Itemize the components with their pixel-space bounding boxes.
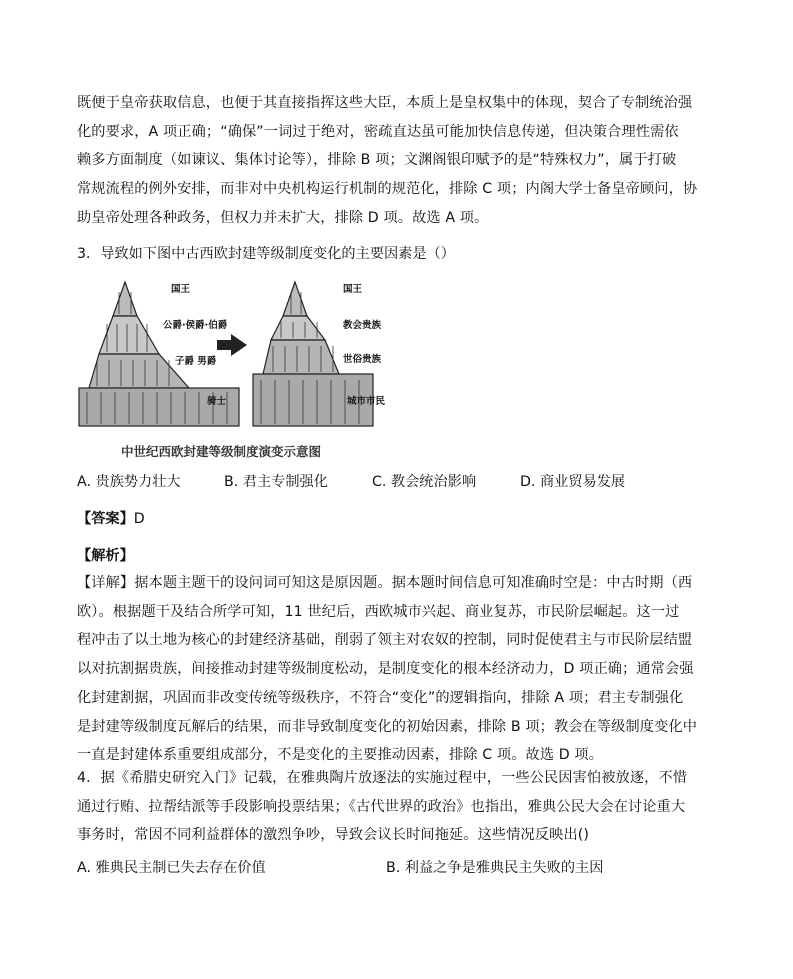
left-label-king: 国王: [171, 284, 191, 295]
right-label-king: 国王: [343, 284, 363, 295]
pyramid-illustration: [77, 276, 397, 436]
text-line: 是封建等级制度瓦解后的结果，而非导致制度变化的初始因素，排除 B 项；教会在等级制度变化中: [77, 718, 698, 735]
text-line: 通过行贿、拉帮结派等手段影响投票结果；《古代世界的政治》也指出，雅典公民大会在讨论重大: [77, 798, 686, 815]
text-line: 事务时，常因不同利益群体的激烈争吵，导致会议长时间拖延。这些情况反映出(): [77, 827, 590, 844]
text-line: 4．据《希腊史研究入门》记载，在雅典陶片放逐法的实施过程中，一些公民因害怕被放逐，不惜: [77, 770, 688, 786]
option-b: B. 君主专制强化: [224, 474, 328, 490]
q4-option-a: A. 雅典民主制已失去存在价值: [77, 860, 266, 876]
option-d: D. 商业贸易发展: [520, 474, 626, 490]
left-label-viscounts: 子爵 男爵: [175, 356, 217, 367]
text-line: 欧）。根据题干及结合所学可知，11 世纪后，西欧城市兴起、商业复苏，市民阶层崛起。这一过: [77, 603, 680, 620]
question-3-stem: 3．导致如下图中古西欧封建等级制度变化的主要因素是（）: [77, 246, 455, 262]
figure-caption: 中世纪西欧封建等级制度演变示意图: [121, 444, 322, 459]
text-line: 程冲击了以土地为核心的封建经济基础，削弱了领主对农奴的控制，同时促使君主与市民阶层结盟: [77, 632, 693, 649]
text-line: 赖多方面制度（如谏议、集体讨论等），排除 B 项；文渊阁银印赋予的是“特殊权力”，属于打破: [77, 152, 677, 169]
answer-label: 【答案】: [77, 511, 134, 527]
question-3-detail: [77, 569, 717, 770]
text-line: 既便于皇帝获取信息，也便于其直接指挥这些大臣，本质上是皇权集中的体现，契合了专制统治强: [77, 95, 693, 111]
text-line: 以对抗割据贵族，间接推动封建等级制度松动，是制度变化的根本经济动力，D 项正确；通常会强: [77, 661, 694, 678]
text-line: 一直是封建体系重要组成部分，不是变化的主要推动因素，排除 C 项。故选 D 项。: [77, 747, 604, 764]
right-label-secular-nobles: 世俗贵族: [343, 354, 382, 365]
analysis-label: 【解析】: [77, 548, 134, 564]
arrow-right-icon: [217, 334, 247, 356]
left-label-dukes: 公爵·侯爵·伯爵: [163, 320, 228, 331]
left-label-knights: 骑士: [207, 396, 227, 407]
text-line: 常规流程的例外安排，而非对中央机构运行机制的规范化，排除 C 项；内阁大学士备皇帝顾问，协: [77, 181, 698, 198]
question-4-stem: [77, 764, 717, 850]
text-line: 化的要求，A 项正确；“确保”一词过于绝对，密疏直达虽可能加快信息传递，但决策合理性需依: [77, 123, 679, 140]
answer-value: D: [133, 511, 145, 527]
text-line: 【详解】据本题主题干的设问词可知这是原因题。据本题时间信息可知准确时空是：中古时期（西: [77, 575, 693, 591]
option-a: A. 贵族势力壮大: [77, 474, 181, 490]
answer-line: [77, 508, 145, 530]
q4-option-b: B. 利益之争是雅典民主失败的主因: [386, 860, 604, 876]
right-label-townspeople: 城市市民: [347, 396, 386, 407]
option-c: C. 教会统治影响: [372, 474, 477, 490]
right-label-church-nobles: 教会贵族: [343, 320, 382, 331]
text-line: 化封建割据，巩固而非改变传统等级秩序，不符合“变化”的逻辑指向，排除 A 项；君主专制强化: [77, 689, 684, 706]
hierarchy-figure: [77, 276, 397, 464]
text-line: 助皇帝处理各种政务，但权力并未扩大，排除 D 项。故选 A 项。: [77, 209, 489, 226]
previous-analysis-paragraph: [77, 89, 717, 233]
